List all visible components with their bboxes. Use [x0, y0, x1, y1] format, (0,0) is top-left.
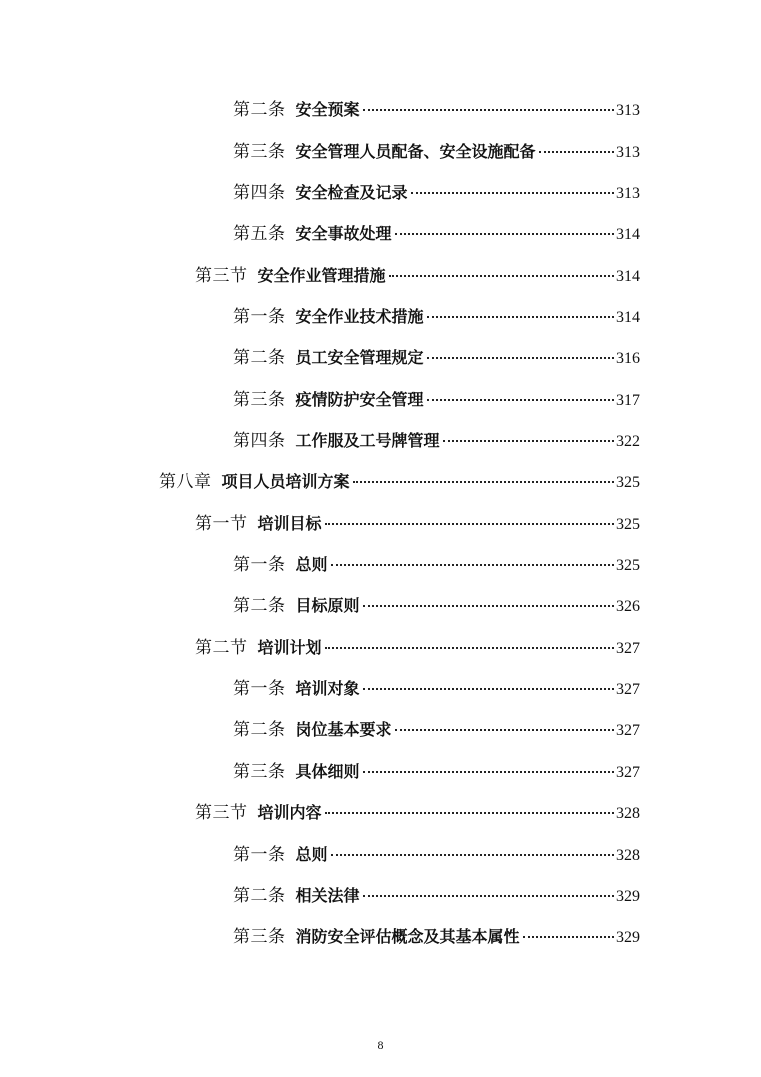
toc-entry-number: 第一条	[233, 845, 286, 864]
dot-leader	[389, 275, 614, 277]
dot-leader	[363, 605, 614, 607]
toc-entry-title: 安全预案	[295, 100, 360, 119]
toc-entry-page: 322	[616, 433, 640, 450]
toc-entry-page: 328	[616, 805, 640, 822]
toc-entry-number: 第四条	[233, 183, 286, 202]
page-number: 8	[377, 1038, 384, 1052]
toc-entry-page: 328	[616, 847, 640, 864]
toc-entry-page: 325	[616, 557, 640, 574]
toc-entry-title: 安全检查及记录	[295, 183, 408, 202]
toc-entry-number: 第五条	[233, 224, 286, 243]
dot-leader	[363, 109, 614, 111]
toc-entry-title: 项目人员培训方案	[221, 472, 350, 491]
toc-entry-page: 325	[616, 474, 640, 491]
toc-entry-page: 314	[616, 226, 640, 243]
toc-entry-title: 总则	[295, 845, 328, 864]
toc-entry-page: 329	[616, 888, 640, 905]
dot-leader	[427, 399, 614, 401]
toc-entry-article[interactable]	[233, 138, 640, 166]
dot-leader	[539, 151, 614, 153]
dot-leader	[363, 895, 614, 897]
toc-entry-chapter[interactable]	[159, 468, 640, 496]
toc-entry-page: 313	[616, 144, 640, 161]
toc-entry-number: 第三节	[195, 803, 248, 822]
dot-leader	[325, 812, 614, 814]
toc-entry-section[interactable]	[195, 262, 640, 290]
toc-entry-title: 工作服及工号牌管理	[295, 431, 440, 450]
toc-entry-article[interactable]	[233, 427, 640, 455]
toc-entry-article[interactable]	[233, 758, 640, 786]
toc-entry-title: 具体细则	[295, 762, 360, 781]
toc-entry-number: 第一条	[233, 307, 286, 326]
toc-entry-number: 第三条	[233, 390, 286, 409]
toc-entry-title: 岗位基本要求	[295, 720, 392, 739]
toc-entry-article[interactable]	[233, 923, 640, 951]
toc-entry-number: 第一条	[233, 555, 286, 574]
toc-entry-section[interactable]	[195, 634, 640, 662]
toc-entry-page: 314	[616, 268, 640, 285]
toc-entry-title: 疫情防护安全管理	[295, 390, 424, 409]
dot-leader	[427, 316, 614, 318]
toc-entry-title: 培训对象	[295, 679, 360, 698]
toc-entry-section[interactable]	[195, 510, 640, 538]
toc-entry-title: 培训计划	[257, 638, 322, 657]
toc-entry-title: 培训内容	[257, 803, 322, 822]
toc-entry-page: 316	[616, 350, 640, 367]
toc-entry-number: 第四条	[233, 431, 286, 450]
toc-entry-article[interactable]	[233, 386, 640, 414]
toc-entry-title: 总则	[295, 555, 328, 574]
toc-entry-title: 培训目标	[257, 514, 322, 533]
dot-leader	[363, 771, 614, 773]
toc-entry-title: 相关法律	[295, 886, 360, 905]
dot-leader	[411, 192, 614, 194]
toc-entry-section[interactable]	[195, 799, 640, 827]
toc-entry-title: 消防安全评估概念及其基本属性	[295, 927, 520, 946]
toc-entry-article[interactable]	[233, 592, 640, 620]
toc-entry-number: 第二条	[233, 720, 286, 739]
dot-leader	[353, 481, 614, 483]
toc-entry-article[interactable]	[233, 303, 640, 331]
dot-leader	[443, 440, 614, 442]
toc-entry-title: 安全作业管理措施	[257, 266, 386, 285]
toc-entry-number: 第一节	[195, 514, 248, 533]
toc-entry-number: 第一条	[233, 679, 286, 698]
toc-entry-page: 327	[616, 722, 640, 739]
toc-entry-article[interactable]	[233, 344, 640, 372]
toc-entry-number: 第三条	[233, 927, 286, 946]
toc-entry-title: 员工安全管理规定	[295, 348, 424, 367]
dot-leader	[331, 564, 614, 566]
toc-entry-article[interactable]	[233, 716, 640, 744]
dot-leader	[331, 854, 614, 856]
dot-leader	[363, 688, 614, 690]
toc-entry-article[interactable]	[233, 882, 640, 910]
toc-entry-title: 目标原则	[295, 596, 360, 615]
toc-entry-number: 第二条	[233, 596, 286, 615]
toc-entry-article[interactable]	[233, 675, 640, 703]
toc-entry-number: 第三条	[233, 142, 286, 161]
toc-entry-number: 第二节	[195, 638, 248, 657]
toc-entry-number: 第三条	[233, 762, 286, 781]
toc-entry-page: 327	[616, 764, 640, 781]
dot-leader	[395, 233, 614, 235]
toc-entry-title: 安全事故处理	[295, 224, 392, 243]
toc-entry-article[interactable]	[233, 96, 640, 124]
dot-leader	[427, 357, 614, 359]
toc-entry-page: 327	[616, 640, 640, 657]
toc-entry-page: 314	[616, 309, 640, 326]
toc-entry-number: 第八章	[159, 472, 212, 491]
toc-entry-number: 第三节	[195, 266, 248, 285]
toc-entry-page: 326	[616, 598, 640, 615]
toc-entry-number: 第二条	[233, 886, 286, 905]
toc-entry-article[interactable]	[233, 220, 640, 248]
toc-entry-page: 325	[616, 516, 640, 533]
toc-entry-page: 313	[616, 102, 640, 119]
toc-entry-number: 第二条	[233, 348, 286, 367]
toc-entry-page: 317	[616, 392, 640, 409]
toc-entry-number: 第二条	[233, 100, 286, 119]
toc-entry-title: 安全作业技术措施	[295, 307, 424, 326]
toc-entry-article[interactable]	[233, 179, 640, 207]
toc-entry-page: 329	[616, 929, 640, 946]
dot-leader	[325, 523, 614, 525]
dot-leader	[523, 936, 614, 938]
dot-leader	[395, 729, 614, 731]
toc-entry-page: 313	[616, 185, 640, 202]
dot-leader	[325, 647, 614, 649]
toc-entry-article[interactable]	[233, 841, 640, 869]
toc-entry-title: 安全管理人员配备、安全设施配备	[295, 142, 536, 161]
toc-entry-page: 327	[616, 681, 640, 698]
toc-entry-article[interactable]	[233, 551, 640, 579]
